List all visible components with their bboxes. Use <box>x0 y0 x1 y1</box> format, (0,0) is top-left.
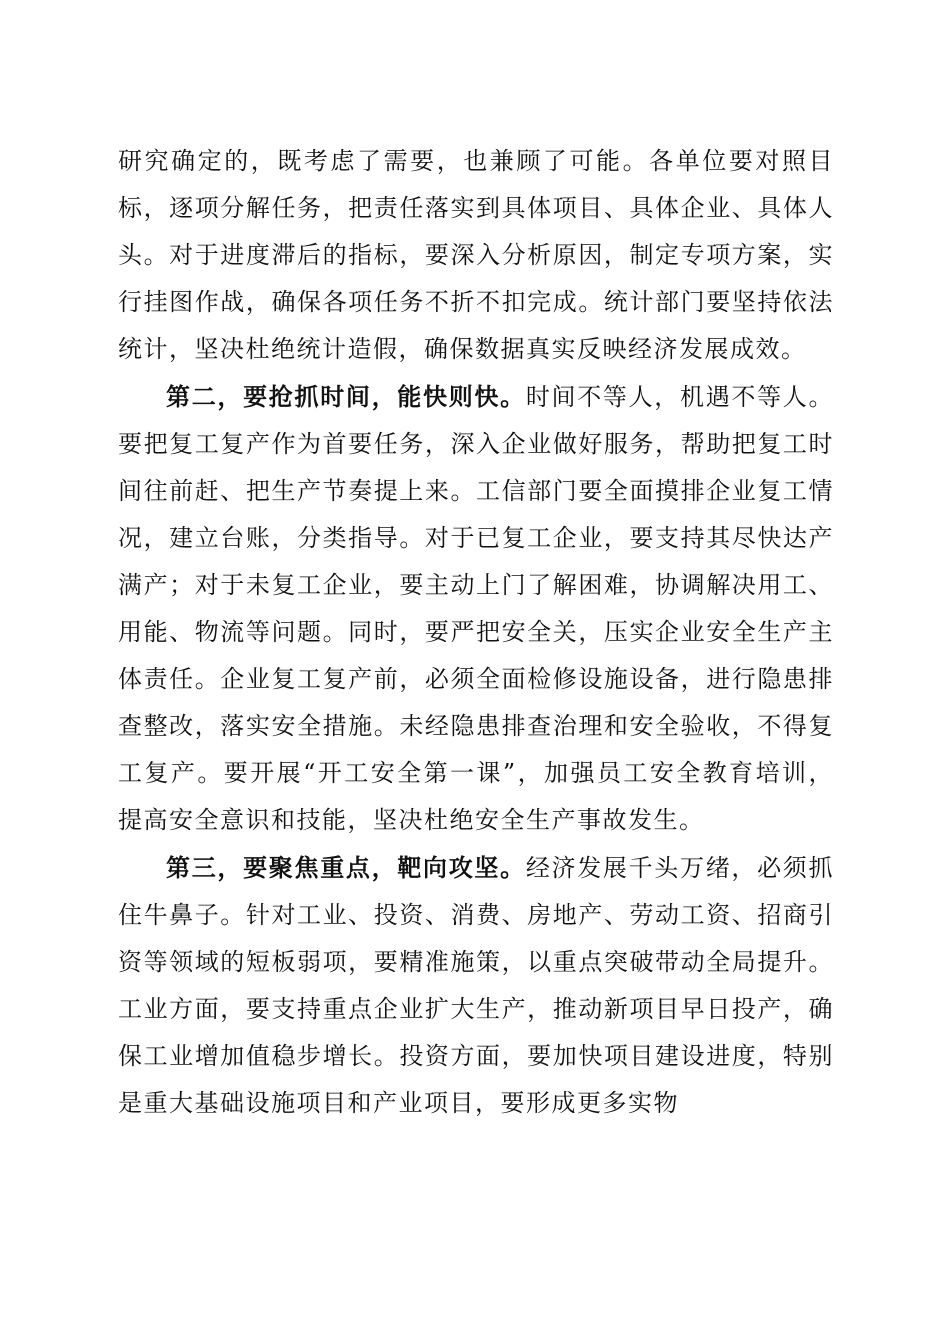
paragraph-third-point <box>118 844 834 1127</box>
paragraph-second-point <box>118 373 834 844</box>
paragraph-1-text: 研究确定的，既考虑了需要，也兼顾了可能。各单位要对照目标，逐项分解任务，把责任落实到具体项目、具体企业、具体人头。对于进度滞后的指标，要深入分析原因，制定专项方案，实行挂图作战，确保各项任务不折不扣完成。统计部门要坚持依法统计，坚决杜绝统计造假，确保数据真实反映经济发展成效。 <box>118 147 834 363</box>
paragraph-2-heading: 第二，要抢抓时间，能快则快。 <box>166 382 526 411</box>
paragraph-3-heading: 第三，要聚焦重点，靶向攻坚。 <box>166 853 526 882</box>
document-body <box>118 138 834 1127</box>
paragraph-continuation <box>118 138 834 373</box>
paragraph-2-text: 时间不等人，机遇不等人。要把复工复产作为首要任务，深入企业做好服务，帮助把复工时间往前赶、把生产节奏提上来。工信部门要全面摸排企业复工情况，建立台账，分类指导。对于已复工企业，要支持其尽快达产满产；对于未复工企业，要主动上门了解困难，协调解决用工、用能、物流等问题。同时，要严把安全关，压实企业安全生产主体责任。企业复工复产前，必须全面检修设施设备，进行隐患排查整改，落实安全措施。未经隐患排查治理和安全验收，不得复工复产。要开展“开工安全第一课”，加强员工安全教育培训，提高安全意识和技能，坚决杜绝安全生产事故发生。 <box>118 383 835 834</box>
paragraph-3-text: 经济发展千头万绪，必须抓住牛鼻子。针对工业、投资、消费、房地产、劳动工资、招商引资等领域的短板弱项，要精准施策，以重点突破带动全局提升。工业方面，要支持重点企业扩大生产，推动新项目早日投产，确保工业增加值稳步增长。投资方面，要加快项目建设进度，特别是重大基础设施项目和产业项目，要形成更多实物 <box>118 854 835 1117</box>
